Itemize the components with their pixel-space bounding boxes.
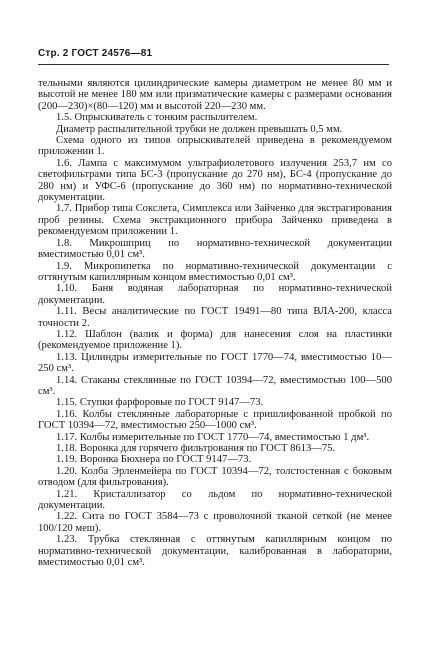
- paragraph: 1.11. Весы аналитические по ГОСТ 19491—80 типа ВЛА-200, класса точности 2.: [38, 306, 392, 329]
- paragraph: 1.10. Баня водяная лабораторная по нормативно-технической документации.: [38, 283, 392, 306]
- paragraph: 1.5. Опрыскиватель с тонким распылителем.: [56, 112, 258, 124]
- paragraph: 1.6. Лампа с максимумом ультрафиолетового излучения 253,7 нм со светофильтрами типа БС-3 (пропускание до 270 нм), БС-4 (пропускание до 280 нм) и УФС-6 (пропускание до 360 нм) по нормативно-технической документации.: [38, 157, 392, 204]
- paragraph: 1.22. Сита по ГОСТ 3584—73 с проволочной тканой сеткой (не менее 100/120 меш).: [38, 511, 392, 534]
- paragraph: 1.8. Микрошприц по нормативно-технической документации вместимостью 0,01 см³.: [38, 237, 392, 261]
- paragraph: 1.20. Колба Эрленмейера по ГОСТ 10394—72, толстостенная с боковым отводом (для фильтрования).: [38, 465, 392, 489]
- page-header: Стр. 2 ГОСТ 24576—81: [38, 48, 153, 59]
- paragraph: Диаметр распылительной трубки не должен превышать 0,5 мм.: [56, 123, 343, 135]
- paragraph: 1.12. Шаблон (валик и форма) для нанесения слоя на пластинки (рекомендуемое приложение 1).: [38, 328, 392, 352]
- paragraph: 1.21. Кристаллизатор со льдом по нормативно-технической документации.: [38, 488, 392, 512]
- paragraph: Схема одного из типов опрыскивателей приведена в рекомендуемом приложении 1.: [38, 135, 392, 158]
- paragraph: 1.17. Колбы измерительные по ГОСТ 1770—74, вместимостью 1 дм³.: [56, 431, 370, 443]
- paragraph: 1.16. Колбы стеклянные лабораторные с пришлифованной пробкой по ГОСТ 10394—72, вместимостью 250—1000 см³.: [38, 408, 392, 432]
- paragraph: тельными являются цилиндрические камеры диаметром не менее 80 мм и высотой не менее 180 мм или призматические камеры с размерами основания (200—230)×(80—120) мм и высотой 220—230 мм.: [38, 78, 392, 112]
- header-rule: [38, 64, 389, 65]
- paragraph: 1.15. Ступки фарфоровые по ГОСТ 9147—73.: [56, 397, 264, 409]
- paragraph: 1.13. Цилиндры измерительные по ГОСТ 1770—74, вместимостью 10—250 см³.: [38, 351, 392, 375]
- document-body: [38, 78, 392, 568]
- paragraph: 1.18. Воронка для горячего фильтрования по ГОСТ 8613—75.: [56, 443, 336, 454]
- paragraph: 1.23. Трубка стеклянная с оттянутым капиллярным концом по нормативно-технической документации, калиброванная в лаборатории, вместимостью 0,01 см³.: [38, 534, 392, 569]
- paragraph: 1.7. Прибор типа Сокслета, Симплекса или Зайченко для экстрагирования проб резины. Схема экстракционного прибора Зайченко приведена в рекомендуемом приложении 1.: [38, 203, 392, 238]
- paragraph: 1.14. Стаканы стеклянные по ГОСТ 10394—72, вместимостью 100—500 см³.: [38, 374, 392, 397]
- paragraph: 1.19. Воронка Бюхнера по ГОСТ 9147—73.: [56, 454, 252, 466]
- paragraph: 1.9. Микропипетка по нормативно-технической документации с оттянутым капиллярным концом вместимостью 0,01 см³.: [38, 260, 392, 283]
